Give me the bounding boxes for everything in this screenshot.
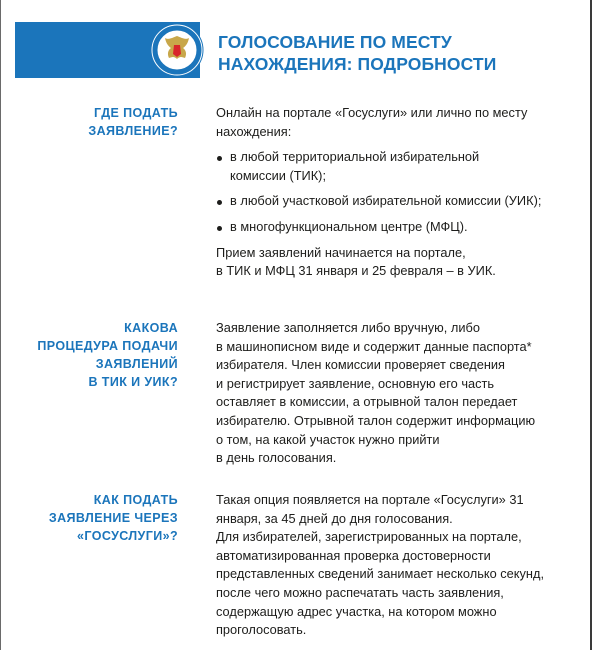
- question-line: ГДЕ ПОДАТЬ: [94, 106, 178, 120]
- question-where-to-apply: [30, 104, 178, 140]
- answer-line: проголосовать.: [216, 622, 307, 638]
- answer-line: автоматизированная проверка достоверности: [216, 547, 491, 563]
- answer-line: избирателю. Отрывной талон содержит информацию: [216, 412, 536, 428]
- answer-line: после чего можно распечатать часть заявления,: [216, 584, 504, 600]
- question-line: КАКОВА: [124, 321, 178, 335]
- cec-emblem-icon: [150, 23, 204, 77]
- answer-line: и регистрирует заявление, основную его часть: [216, 375, 495, 391]
- question-line: ЗАЯВЛЕНИЕ?: [88, 124, 178, 138]
- answer-line: избирателя. Член комиссии проверяет сведения: [216, 357, 505, 373]
- question-line: В ТИК И УИК?: [88, 375, 178, 389]
- answer-line: января, за 45 дней до дня голосования.: [216, 510, 453, 526]
- bullet-item-continuation: комиссии (ТИК);: [230, 167, 327, 183]
- bullet-item: в многофункциональном центре (МФЦ).: [216, 218, 576, 237]
- bullet-item: в любой территориальной избирательной: [216, 148, 576, 167]
- answer-line: в машинописном виде и содержит данные паспорта*: [216, 338, 532, 354]
- answer-line: Такая опция появляется на портале «Госуслуги» 31: [216, 492, 524, 507]
- question-line: «ГОСУСЛУГИ»?: [77, 529, 178, 543]
- answer-line: нахождения:: [216, 123, 292, 139]
- answer-gosuslugi: [216, 491, 576, 640]
- answer-line: Для избирателей, зарегистрированных на портале,: [216, 529, 522, 545]
- answer-line: в день голосования.: [216, 450, 337, 466]
- question-line: ЗАЯВЛЕНИЕ ЧЕРЕЗ: [48, 511, 178, 525]
- question-procedure: [30, 319, 178, 391]
- page-title-line: ГОЛОСОВАНИЕ ПО МЕСТУ: [218, 32, 452, 52]
- page-border-left: [0, 0, 1, 650]
- question-line: ПРОЦЕДУРА ПОДАЧИ: [37, 339, 178, 353]
- answer-line: о том, на какой участок нужно прийти: [216, 431, 440, 447]
- bullet-item: в любой участковой избирательной комиссии (УИК);: [216, 192, 576, 211]
- answer-line: Заявление заполняется либо вручную, либо: [216, 320, 480, 335]
- answer-line: Онлайн на портале «Госуслуги» или лично по месту: [216, 105, 528, 120]
- question-gosuslugi: [30, 491, 178, 545]
- page-title-line: НАХОЖДЕНИЯ: ПОДРОБНОСТИ: [218, 54, 497, 74]
- answer-line: Прием заявлений начинается на портале,: [216, 244, 466, 260]
- answer-line: оставляет в комиссии, а отрывной талон передает: [216, 394, 518, 410]
- answer-line: в ТИК и МФЦ 31 января и 25 февраля – в УИК.: [216, 263, 496, 279]
- answer-procedure: [216, 319, 576, 468]
- question-line: ЗАЯВЛЕНИЙ: [95, 357, 178, 371]
- question-line: КАК ПОДАТЬ: [93, 493, 178, 507]
- answer-line: представленных сведений занимает несколько секунд,: [216, 566, 545, 582]
- answer-where-to-apply: [216, 104, 576, 281]
- answer-line: содержащую адрес участка, на котором можно: [216, 603, 497, 619]
- page-title: [218, 31, 578, 75]
